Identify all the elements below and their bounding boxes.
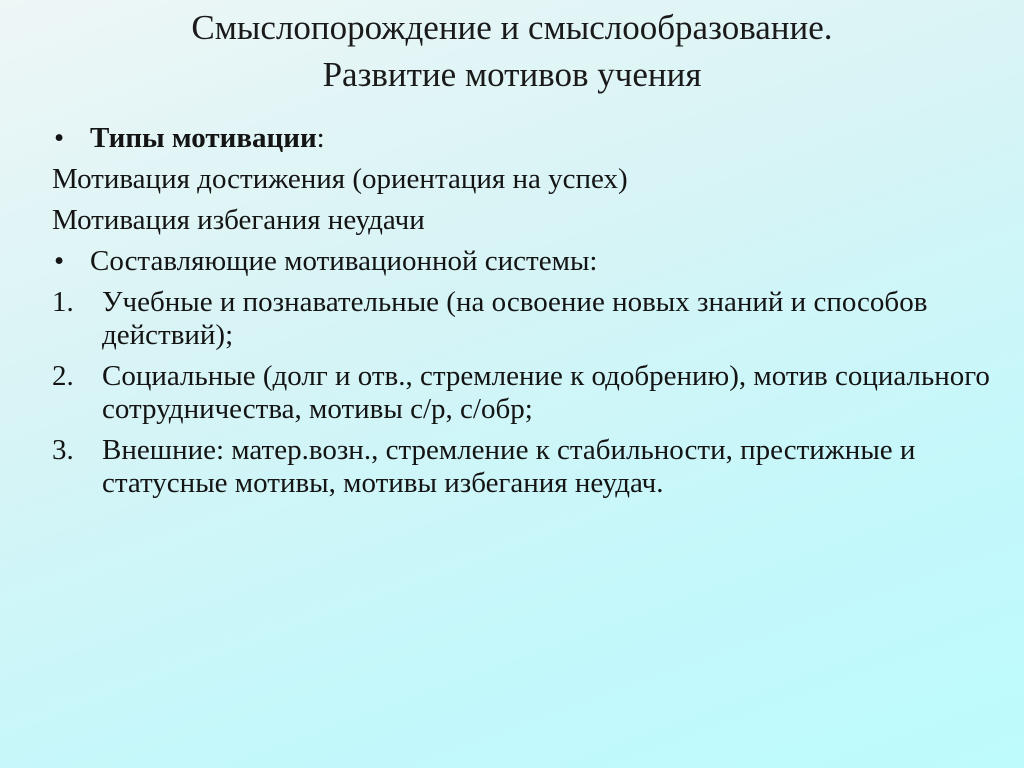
bullet-types-of-motivation bbox=[52, 122, 992, 155]
bullet-icon: • bbox=[54, 245, 65, 277]
bullet-icon: • bbox=[54, 122, 65, 154]
heading-colon: : bbox=[316, 122, 325, 154]
item-text: Учебные и познавательные (на освоение новых знаний и способов действий); bbox=[102, 286, 928, 351]
item-number: 2. bbox=[52, 360, 74, 392]
item-text: Социальные (долг и отв., стремление к одобрению), мотив социального сотрудничества, мотивы с/р, с/обр; bbox=[102, 360, 990, 425]
title-line-1: Смыслопорождение и смыслообразование. bbox=[191, 8, 833, 47]
slide-content bbox=[52, 122, 992, 508]
motivation-item-avoidance: Мотивация избегания неудачи bbox=[52, 204, 425, 236]
title-line-2: Развитие мотивов учения bbox=[322, 55, 702, 94]
section-heading-types: Типы мотивации bbox=[90, 122, 317, 154]
numbered-item-3 bbox=[52, 434, 992, 500]
section-heading-components: Составляющие мотивационной системы: bbox=[90, 245, 598, 277]
numbered-item-2 bbox=[52, 360, 992, 426]
bullet-system-components bbox=[52, 245, 992, 278]
item-text: Внешние: матер.возн., стремление к стабильности, престижные и статусные мотивы, мотивы избегания неудач. bbox=[102, 434, 916, 499]
numbered-item-1 bbox=[52, 286, 992, 352]
slide-title bbox=[40, 4, 984, 98]
item-number: 1. bbox=[52, 286, 74, 318]
motivation-item-achievement: Мотивация достижения (ориентация на успех) bbox=[52, 163, 628, 195]
item-number: 3. bbox=[52, 434, 74, 466]
